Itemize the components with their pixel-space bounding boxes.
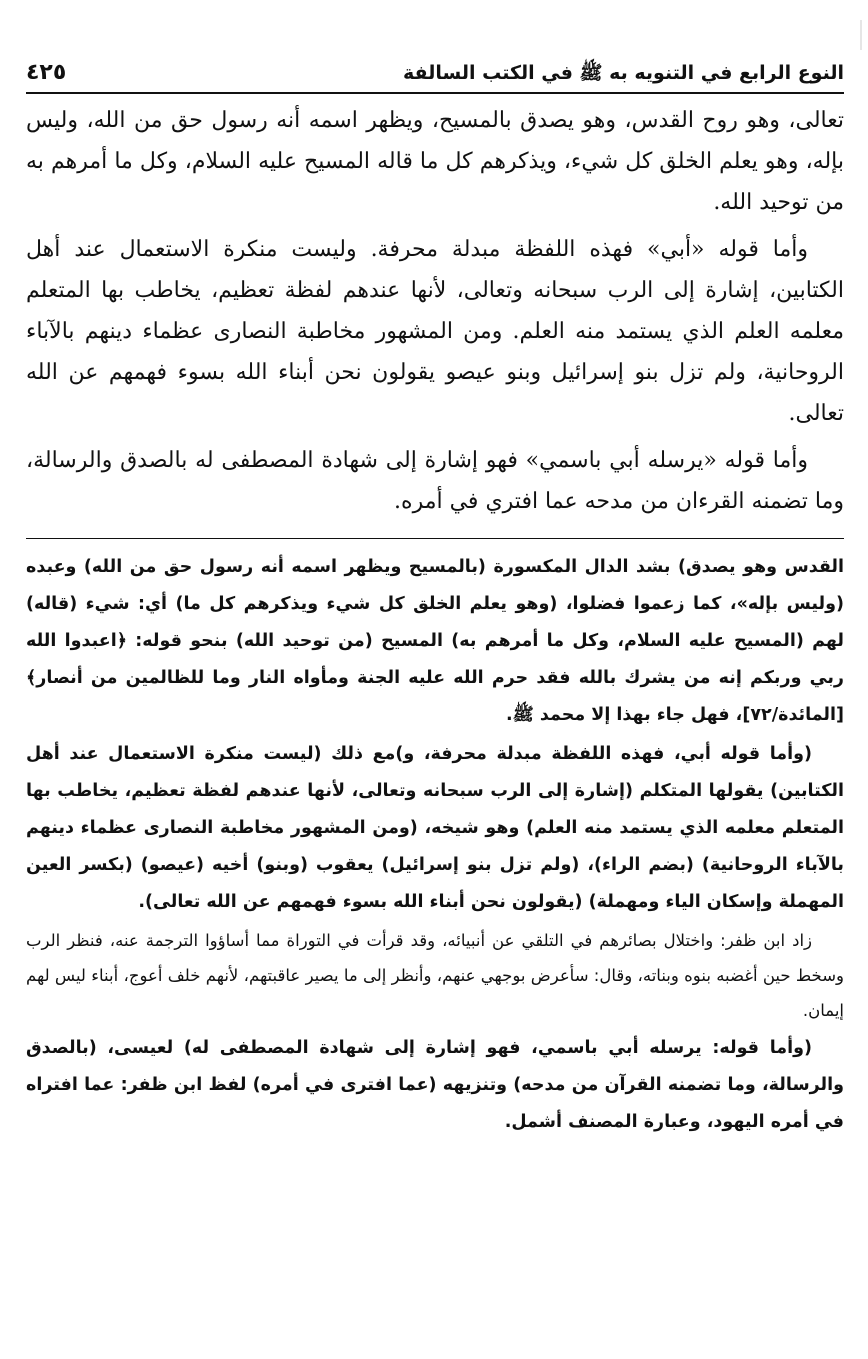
commentary [26,549,844,1141]
commentary-separator [26,538,844,539]
main-paragraph: تعالى، وهو روح القدس، وهو يصدق بالمسيح، ويظهر اسمه أنه رسول حق من الله، وليس بإله، وهو يعلم الخلق كل شيء، ويذكرهم كل ما قاله المسيح عليه السلام، وكل ما أمرهم به من توحيد الله. [26,108,844,215]
page-number: ٤٢٥ [26,60,67,85]
commentary-paragraph: زاد ابن ظفر: واختلال بصائرهم في التلقي عن أنبيائه، وقد قرأت في التوراة مما أساؤوا الترجمة عنه، فنظر الرب وسخط حين أغضبه بنوه وبناته، وقال: سأعرض بوجهي عنهم، وأنظر إلى ما يصير عاقبتهم، لأنهم خلف أعوج، أبناء ليس لهم إيمان. [26,931,844,1020]
commentary-paragraph: القدس وهو يصدق) بشد الدال المكسورة (بالمسيح ويظهر اسمه أنه رسول حق من الله) وعبده (وليس بإله»، كما زعموا فضلوا، (وهو يعلم الخلق كل شيء ويذكرهم كل ما) أي: شيء (قاله) لهم (المسيح عليه السلام، وكل ما أمرهم به) المسيح (من توحيد الله) بنحو قوله: ﴿اعبدوا الله ربي وربكم إنه من يشرك بالله فقد حرم الله عليه الجنة ومأواه النار وما للظالمين من أنصار﴾ [المائدة/٧٢]، فهل جاء بهذا إلا محمد ﷺ. [26,557,844,725]
main-paragraph: وأما قوله «أبي» فهذه اللفظة مبدلة محرفة. وليست منكرة الاستعمال عند أهل الكتابين، إشارة إلى الرب سبحانه وتعالى، لأنها عندهم لفظة تعظيم، يخاطب بها المتعلم معلمه العلم الذي يستمد منه العلم. ومن المشهور مخاطبة النصارى عظماء دينهم بالآباء الروحانية، ولم تزل بنو إسرائيل وبنو عيصو يقولون نحن أبناء الله بسوء فهمهم عن الله تعالى. [26,237,844,426]
book-page [26,44,844,1143]
running-header [26,44,844,86]
header-rule [26,92,844,94]
running-title: النوع الرابع في التنويه به ﷺ في الكتب السالفة [403,62,844,84]
commentary-paragraph: (وأما قوله أبي، فهذه اللفظة مبدلة محرفة، و)مع ذلك (ليست منكرة الاستعمال عند أهل الكتابين) يقولها المتكلم (إشارة إلى الرب سبحانه وتعالى، لأنها عندهم لفظة تعظيم، يخاطب بها المتعلم معلمه الذي يستمد منه العلم) وهو شيخه، (ومن المشهور مخاطبة النصارى عظماء دينهم بالآباء الروحانية) (بضم الراء)، (ولم تزل بنو إسرائيل) يعقوب (وبنو) أخيه (عيصو) (بكسر العين المهملة وإسكان الياء ومهملة) (يقولون نحن أبناء الله بسوء فهمهم عن الله تعالى). [26,744,844,912]
commentary-paragraph: (وأما قوله: يرسله أبي باسمي، فهو إشارة إلى شهادة المصطفى له) لعيسى، (بالصدق والرسالة، وما تضمنه القرآن من مدحه) وتنزيهه (عما افترى في أمره) لفظ ابن ظفر: عما افتراه في أمره اليهود، وعبارة المصنف أشمل. [26,1038,844,1132]
margin-mark [860,20,862,50]
main-text [26,100,844,522]
main-paragraph: وأما قوله «يرسله أبي باسمي» فهو إشارة إلى شهادة المصطفى له بالصدق والرسالة، وما تضمنه القرءان من مدحه عما افتري في أمره. [26,448,844,514]
